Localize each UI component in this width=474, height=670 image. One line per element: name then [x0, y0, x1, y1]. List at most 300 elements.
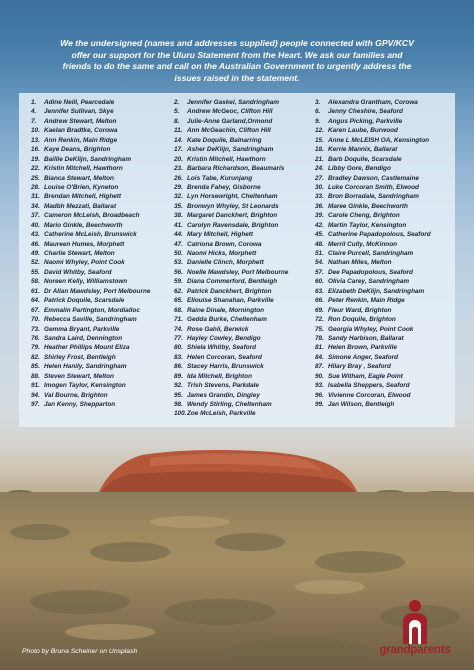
signatory-number: 94.	[31, 391, 40, 399]
signatory-name: Mary Mitchell, Highett	[187, 231, 254, 239]
signatory-name: Lois Tabe, Kurunjang	[187, 174, 253, 182]
signatory-entry	[31, 107, 150, 116]
signatory-number: 16.	[31, 146, 40, 154]
signatory-name: Imogen Taylor, Kensington	[44, 382, 126, 390]
signatory-entry	[315, 174, 431, 183]
signatories-panel	[19, 93, 455, 427]
signatory-entry	[315, 381, 431, 390]
signatory-name: Adine Neill, Pearcedale	[44, 99, 115, 106]
signatory-entry	[315, 155, 431, 164]
signatory-name: Gemma Bryant, Parkville	[44, 325, 120, 333]
photo-credit: Photo by Bruna Scheiner on Unsplash	[22, 648, 138, 655]
signatory-name: Kerrie Mannix, Ballarat	[328, 146, 398, 154]
signatory-name: Ann Renkin, Main Ridge	[44, 136, 118, 144]
signatory-number: 91.	[31, 382, 40, 390]
signatory-entry	[174, 391, 288, 400]
signatory-number: 59.	[174, 278, 183, 286]
signatory-number: 80.	[174, 344, 183, 352]
signatory-number: 33.	[315, 193, 324, 201]
signatory-entry	[31, 381, 150, 390]
signatory-name: Elizabeth DeKlijn, Sandringham	[328, 287, 425, 295]
signatory-number: 45.	[315, 231, 324, 239]
signatory-name: Wendy Stirling, Cheltenham	[187, 401, 272, 408]
signatory-number: 68.	[174, 306, 183, 314]
statement-line: offer our support for the Uluru Statement from the Heart. We ask our families and	[71, 49, 403, 60]
signatory-entry	[174, 334, 288, 343]
signatory-entry	[174, 174, 288, 183]
signatory-entry	[174, 372, 288, 381]
signatory-name: Val Bourne, Brighton	[44, 391, 108, 399]
signatory-number: 74.	[174, 325, 183, 333]
signatory-name: Shiela Whitby, Seaford	[187, 344, 257, 352]
signatory-number: 15.	[315, 136, 324, 144]
signatory-name: Maree Ginkle, Beechworth	[328, 202, 408, 210]
signatory-entry	[174, 240, 288, 249]
signatory-name: Rose Gahli, Berwick	[187, 325, 249, 333]
signatory-number: 95.	[174, 391, 183, 399]
signatory-name: Ellouise Shanahan, Parkville	[187, 297, 274, 305]
signatory-name: Barbara Richardson, Beaumaris	[187, 165, 285, 173]
signatory-name: Maureen Humes, Morphett	[44, 240, 125, 248]
signatory-number: 42.	[315, 221, 324, 229]
signatory-entry	[315, 343, 431, 352]
signatory-name: Kaye Deans, Brighton	[44, 146, 111, 154]
signatory-number: 21.	[315, 155, 324, 163]
signatory-name: Jan Wilson, Bentleigh	[328, 401, 395, 408]
signatory-number: 43.	[31, 231, 40, 239]
signatory-name: Libby Gore, Bendigo	[328, 165, 391, 173]
signatory-number: 9.	[315, 117, 321, 125]
signatory-name: Heather Phillips Mount Eliza	[44, 344, 130, 352]
signatory-number: 5.	[174, 108, 180, 116]
signatory-entry	[174, 117, 288, 126]
signatory-name: Rebecca Saville, Sandringham	[44, 316, 137, 324]
signatory-number: 29.	[174, 183, 183, 191]
signatory-entry	[315, 126, 431, 135]
signatory-entry	[315, 372, 431, 381]
signatory-name: Zoe McLeish, Parkville	[187, 410, 256, 418]
signatory-entry	[174, 192, 288, 201]
signatory-entry	[31, 249, 150, 258]
signatory-name: Naomi Hicks, Morphett	[187, 250, 257, 257]
signatory-entry	[174, 211, 288, 220]
signatory-entry	[31, 325, 150, 334]
signatory-name: Patrick Danckhert, Brighton	[187, 287, 272, 295]
signatory-name: Catherine Papadopolous, Seaford	[328, 231, 431, 239]
signatory-number: 22.	[31, 165, 40, 173]
signatory-number: 96.	[315, 391, 324, 399]
signatory-number: 8.	[174, 117, 180, 125]
signatory-entry	[31, 221, 150, 230]
signatory-entry	[315, 400, 431, 409]
signatory-entry	[31, 202, 150, 211]
signatory-name: Bronwyn Whyley, St Leonards	[187, 202, 279, 210]
signatory-number: 51.	[315, 250, 324, 257]
signatory-name: Olivia Carey, Sandringham	[328, 278, 410, 286]
signatory-number: 13.	[31, 136, 40, 144]
signatory-number: 83.	[174, 353, 183, 361]
signatory-number: 49.	[31, 250, 40, 257]
signatory-entry	[31, 126, 150, 135]
signatory-name: Nathan Miles, Melton	[328, 259, 392, 267]
signatory-name: Asher DeKlijn, Sandringham	[187, 146, 274, 154]
signatory-name: Helen Brown, Parkville	[328, 344, 397, 352]
signatory-entry	[174, 145, 288, 154]
signatory-entry	[315, 362, 431, 371]
signatory-number: 23.	[174, 165, 183, 173]
signatory-entry	[315, 334, 431, 343]
signatory-entry	[315, 240, 431, 249]
signatory-number: 25.	[31, 174, 40, 182]
signatory-entry	[315, 136, 431, 145]
signatory-entry	[31, 230, 150, 239]
signatory-number: 47.	[174, 240, 183, 248]
signatory-name: Julie-Anne Garland,Ormond	[187, 117, 273, 125]
signatory-name: Danielle Clinch, Morphett	[187, 259, 264, 267]
signatory-number: 30.	[315, 183, 324, 191]
signatories-column-2	[174, 98, 288, 419]
signatory-number: 17.	[174, 146, 183, 154]
signatory-entry	[174, 315, 288, 324]
signatory-name: Karen Laube, Burwood	[328, 127, 398, 135]
signatory-entry	[174, 277, 288, 286]
signatory-entry	[315, 117, 431, 126]
signatory-number: 99.	[315, 401, 324, 408]
signatory-number: 37.	[31, 212, 40, 220]
signatory-entry	[31, 306, 150, 315]
signatory-entry	[31, 174, 150, 183]
signatory-number: 93.	[315, 382, 324, 390]
signatory-entry	[31, 277, 150, 286]
signatory-name: Carole Cheng, Brighton	[328, 212, 400, 220]
signatory-entry	[174, 221, 288, 230]
signatory-entry	[174, 258, 288, 267]
signatory-entry	[174, 183, 288, 192]
signatory-number: 1.	[31, 99, 37, 106]
signatory-name: Cameron McLeish, Broadbeach	[44, 212, 140, 220]
signatory-name: Noreen Kelly, Williamstown	[44, 278, 128, 286]
signatory-entry	[174, 362, 288, 371]
signatory-number: 38.	[174, 212, 183, 220]
signatory-name: Brenda Fahey, Gisborne	[187, 183, 261, 191]
grandparents-logo	[370, 598, 460, 664]
signatory-entry	[31, 117, 150, 126]
signatory-number: 39.	[315, 212, 324, 220]
signatory-entry	[31, 136, 150, 145]
signatory-name: Trish Stevens, Parkdale	[187, 382, 259, 390]
signatory-name: Gedda Burke, Cheltenham	[187, 316, 267, 324]
signatory-entry	[174, 107, 288, 116]
signatory-entry	[31, 353, 150, 362]
signatory-number: 40.	[31, 221, 40, 229]
signatory-number: 27.	[315, 174, 324, 182]
signatory-number: 60.	[315, 278, 324, 286]
signatory-name: Naomi Whyley, Point Cook	[44, 259, 125, 267]
signatory-entry	[31, 155, 150, 164]
signatory-number: 69.	[315, 306, 324, 314]
signatory-number: 77.	[174, 334, 183, 342]
signatory-name: David Whitby, Seaford	[44, 268, 112, 276]
signatory-number: 52.	[31, 259, 40, 267]
signatories-column-3	[315, 98, 431, 409]
signatory-entry	[315, 164, 431, 173]
signatory-name: Sandra Laird, Dennington	[44, 334, 123, 342]
signatory-number: 12.	[315, 127, 324, 135]
logo-wordmark: grandparents	[379, 644, 451, 656]
signatory-entry	[31, 98, 150, 107]
signatory-number: 61.	[31, 287, 40, 295]
signatory-entry	[31, 183, 150, 192]
signatory-entry	[315, 249, 431, 258]
signatory-number: 78.	[315, 334, 324, 342]
signatory-entry	[315, 315, 431, 324]
signatory-number: 6.	[315, 108, 321, 116]
signatory-number: 36.	[315, 202, 324, 210]
signatory-entry	[174, 306, 288, 315]
signatory-entry	[31, 315, 150, 324]
signatory-name: Kristin Mitchell, Hawthorn	[44, 165, 123, 173]
signatory-entry	[31, 240, 150, 249]
signatory-entry	[31, 372, 150, 381]
signatory-entry	[31, 362, 150, 371]
signatory-entry	[31, 268, 150, 277]
signatory-number: 81.	[315, 344, 324, 352]
signatory-number: 35.	[174, 202, 183, 210]
signatory-name: Hilary Bray , Seaford	[328, 363, 391, 371]
signatory-entry	[315, 391, 431, 400]
signatory-entry	[315, 277, 431, 286]
signatory-entry	[315, 325, 431, 334]
signatory-entry	[31, 145, 150, 154]
signatory-entry	[174, 287, 288, 296]
signatory-name: Simone Anger, Seaford	[328, 353, 399, 361]
signatory-number: 100.	[174, 410, 187, 418]
signatory-number: 58.	[31, 278, 40, 286]
statement-line: issues raised in the statement.	[174, 72, 300, 83]
signatory-name: Anne L McLEISH OA, Kensington	[328, 136, 430, 144]
signatory-entry	[174, 98, 288, 107]
signatory-number: 53.	[174, 259, 183, 267]
signatory-name: Andrew Stewart, Melton	[44, 117, 117, 125]
signatory-name: Claire Purcell, Sandringham	[328, 250, 414, 257]
signatory-name: Patrick Doquile, Scarsdale	[44, 297, 125, 305]
signatory-number: 11.	[174, 127, 183, 135]
signatory-entry	[315, 287, 431, 296]
signatory-entry	[31, 258, 150, 267]
signatory-name: Bron Borradale, Sandringham	[328, 193, 419, 201]
signatory-name: Baillie DeKlijn, Sandringham	[44, 155, 132, 163]
signatory-name: Kate Doquile, Balnarring	[187, 136, 262, 144]
signatory-name: Catherine McLeish, Brunswick	[44, 231, 137, 239]
signatory-number: 41.	[174, 221, 183, 229]
signatory-name: Madbh Mezzati, Ballarat	[44, 202, 117, 210]
signatory-entry	[174, 268, 288, 277]
signatory-name: Kristin Mitchell, Hawthorn	[187, 155, 266, 163]
signatory-entry	[315, 202, 431, 211]
signatory-number: 31.	[31, 193, 40, 201]
signatory-number: 54.	[315, 259, 324, 267]
signatory-number: 26.	[174, 174, 183, 182]
signatory-name: Charlie Stewart, Melton	[44, 250, 115, 257]
signatory-number: 48.	[315, 240, 324, 248]
signatory-entry	[31, 192, 150, 201]
signatory-number: 4.	[31, 108, 37, 116]
signatory-number: 64.	[31, 297, 40, 305]
signatory-number: 89.	[174, 372, 183, 380]
signatory-entry	[174, 230, 288, 239]
signatory-number: 86.	[174, 363, 183, 371]
signatory-number: 67.	[31, 306, 40, 314]
signatory-entry	[174, 409, 288, 418]
signatory-name: Brendan Mitchell, Highett	[44, 193, 122, 201]
signatory-entry	[174, 381, 288, 390]
signatory-name: Dr Allan Mawdsley, Port Melbourne	[44, 287, 151, 295]
signatory-name: Barb Doquile, Scarsdale	[328, 155, 402, 163]
signatory-entry	[315, 98, 431, 107]
signatory-name: Louise O'Brien, Kyneton	[44, 183, 119, 191]
signatory-entry	[31, 334, 150, 343]
signatory-entry	[315, 258, 431, 267]
signatory-name: Catriona Brown, Corowa	[187, 240, 262, 248]
signatory-number: 65.	[174, 297, 183, 305]
signatory-name: Alexandra Grantham, Corowa	[328, 99, 418, 106]
signatory-name: Steven Stewart, Melton	[44, 372, 114, 380]
signatories-column-1	[31, 98, 150, 409]
signatory-number: 50.	[174, 250, 183, 257]
signatory-entry	[31, 287, 150, 296]
signatory-entry	[174, 353, 288, 362]
signatory-name: Bianca Stewart, Melton	[44, 174, 114, 182]
statement-line: friends to do the same and call on the Australian Government to urgently address the	[62, 61, 412, 72]
signatory-name: Martin Taylor, Kensington	[328, 221, 407, 229]
signatory-name: Jan Kenny, Shepparton	[44, 401, 116, 408]
signatory-name: Dee Papadopolous, Seaford	[328, 268, 413, 276]
signatory-name: Sandy Harbison, Ballarat	[328, 334, 404, 342]
signatory-entry	[31, 400, 150, 409]
signatory-number: 85.	[31, 363, 40, 371]
signatory-number: 79.	[31, 344, 40, 352]
signatory-name: Helen Corcoran, Seaford	[187, 353, 262, 361]
signatory-name: Ida Mitchell, Brighton	[187, 372, 252, 380]
family-figures-icon	[403, 600, 427, 644]
signatory-name: Sue Witham, Eagle Point	[328, 372, 403, 380]
signatory-name: Vivienne Corcoran, Elwood	[328, 391, 411, 399]
signatory-name: Andrew McGeoc, Clifton Hill	[187, 108, 273, 116]
signatory-entry	[315, 221, 431, 230]
signatory-entry	[174, 400, 288, 409]
signatory-number: 82.	[31, 353, 40, 361]
signatory-number: 34.	[31, 202, 40, 210]
signatory-name: Mario Ginkle, Beechworth	[44, 221, 123, 229]
signatory-number: 14.	[174, 136, 183, 144]
signatory-number: 32.	[174, 193, 183, 201]
signatory-number: 97.	[31, 401, 40, 408]
signatory-number: 75.	[315, 325, 324, 333]
signatory-number: 55.	[31, 268, 40, 276]
signatory-entry	[315, 192, 431, 201]
signatory-number: 2.	[174, 99, 180, 106]
signatory-name: Raine Dinale, Mornington	[187, 306, 265, 314]
signatory-number: 88.	[31, 372, 40, 380]
signatory-number: 56.	[174, 268, 183, 276]
signatory-entry	[315, 353, 431, 362]
signatory-entry	[315, 230, 431, 239]
signatory-name: Isabella Sheppers, Seaford	[328, 382, 410, 390]
signatory-entry	[31, 296, 150, 305]
signatory-entry	[31, 164, 150, 173]
signatory-number: 90.	[315, 372, 324, 380]
signatory-number: 76.	[31, 334, 40, 342]
signatory-number: 19.	[31, 155, 40, 163]
signatory-entry	[315, 183, 431, 192]
signatory-number: 73.	[31, 325, 40, 333]
signatory-entry	[315, 145, 431, 154]
signatory-name: Kaelan Bradtke, Corowa	[44, 127, 118, 135]
signatory-name: Bradley Dawson, Castlemaine	[328, 174, 419, 182]
signatory-entry	[315, 306, 431, 315]
signatory-name: Margaret Danckhert, Brighton	[187, 212, 278, 220]
signatory-number: 92.	[174, 382, 183, 390]
signatory-name: Jenny Cheshire, Seaford	[328, 108, 403, 116]
signatory-name: Ron Doquile, Brighton	[328, 316, 396, 324]
signatory-number: 57.	[315, 268, 324, 276]
signatory-entry	[315, 107, 431, 116]
signatory-number: 98.	[174, 401, 183, 408]
signatory-number: 72.	[315, 316, 324, 324]
signatory-entry	[174, 164, 288, 173]
signatory-name: James Grandin, Dingley	[187, 391, 260, 399]
signatory-entry	[174, 155, 288, 164]
signatory-entry	[31, 391, 150, 400]
signatory-name: Diana Commerford, Bentleigh	[187, 278, 278, 286]
statement-line: We the undersigned (names and addresses supplied) people connected with GPV/KCV	[60, 38, 414, 48]
signatory-entry	[31, 211, 150, 220]
signatory-number: 66.	[315, 297, 324, 305]
signatory-number: 62.	[174, 287, 183, 295]
signatory-number: 46.	[31, 240, 40, 248]
signatory-name: Merril Cully, McKinnon	[328, 240, 397, 248]
signatory-number: 10.	[31, 127, 40, 135]
signatory-name: Luke Corcoran Smith, Elwood	[328, 183, 419, 191]
signatory-entry	[174, 249, 288, 258]
signatory-entry	[315, 211, 431, 220]
signatory-name: Shirley Frost, Bentleigh	[44, 353, 116, 361]
signatory-name: Jennifer Gaskel, Sandringham	[187, 99, 279, 106]
signatory-name: Lyn Horsewright, Cheltenham	[187, 193, 278, 201]
signatory-name: Ann McGeachin, Clifton Hill	[187, 127, 271, 135]
signatory-name: Peter Renkin, Main Ridge	[328, 297, 405, 305]
signatory-name: Stacey Harris, Brunswick	[187, 363, 264, 371]
signatory-entry	[174, 202, 288, 211]
signatory-number: 7.	[31, 117, 37, 125]
signatory-number: 71.	[174, 316, 183, 324]
signatory-name: Hayley Cowley, Bendigo	[187, 334, 261, 342]
signatory-name: Fleur Ward, Brighton	[328, 306, 392, 314]
signatory-number: 87.	[315, 363, 324, 371]
signatory-number: 70.	[31, 316, 40, 324]
signatory-name: Carolyn Ravensdale, Brighton	[187, 221, 279, 229]
signatory-number: 84.	[315, 353, 324, 361]
signatory-name: Angus Picking, Parkville	[328, 117, 403, 125]
signatory-entry	[174, 296, 288, 305]
signatory-name: Noelle Mawdsley, Port Melbourne	[187, 268, 289, 276]
signatory-number: 18.	[315, 146, 324, 154]
signatory-entry	[174, 126, 288, 135]
signatory-entry	[315, 296, 431, 305]
signatory-number: 63.	[315, 287, 324, 295]
signatory-entry	[174, 343, 288, 352]
signatory-number: 28.	[31, 183, 40, 191]
